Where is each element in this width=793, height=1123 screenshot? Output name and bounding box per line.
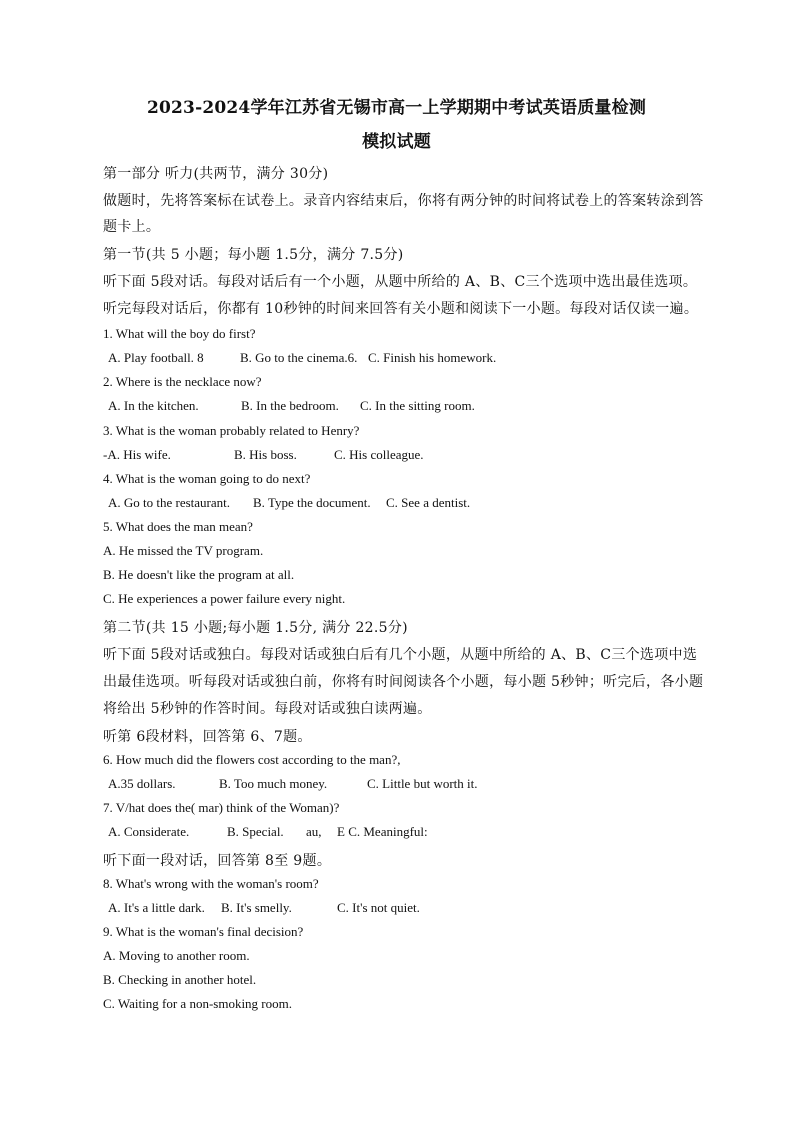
q4-option-b: B. Type the document. (253, 495, 371, 510)
q1-option-a: A. Play football. 8 (108, 350, 204, 365)
q3-option-b: B. His boss. (234, 447, 297, 462)
section1-instruction-1: 听下面 5段对话。每段对话后有一个小题，从题中所给的 A、B、C三个选项中选出最佳选项。 (103, 274, 698, 290)
question-4: 4. What is the woman going to do next? (103, 471, 311, 486)
q2-option-b: B. In the bedroom. (241, 398, 339, 413)
q4-option-a: A. Go to the restaurant. (108, 495, 231, 510)
section2-heading: 第二节(共 15 小题;每小题 1.5分, 满分 22.5分) (103, 620, 408, 636)
q3-option-a: -A. His wife. (103, 447, 171, 462)
q9-option-c: C. Waiting for a non-smoking room. (103, 996, 293, 1011)
material-8-instruction: 听下面一段对话，回答第 8至 9题。 (103, 853, 332, 869)
question-7: 7. V/hat does the( mar) think of the Woman)? (103, 800, 340, 815)
part1-instruction-1: 做题时，先将答案标在试卷上。录音内容结束后，你将有两分钟的时间将试卷上的答案转涂到答 (103, 193, 704, 209)
q6-option-b: B. Too much money. (219, 776, 328, 791)
document-title: 2023-2024学年江苏省无锡市高一上学期期中考试英语质量检测 (146, 98, 647, 118)
question-9: 9. What is the woman's final decision? (103, 924, 304, 939)
q7-option-b: B. Special. (227, 824, 284, 839)
q8-option-a: A. It's a little dark. (108, 900, 205, 915)
section2-instruction-1: 听下面 5段对话或独白。每段对话或独白后有几个小题，从题中所给的 A、B、C三个选项中选 (103, 647, 698, 663)
q7-stray-mark: au, (306, 824, 322, 839)
material-6-instruction: 听第 6段材料，回答第 6、7题。 (103, 729, 312, 745)
q7-option-a: A. Considerate. (108, 824, 190, 839)
q2-option-c: C. In the sitting room. (360, 398, 475, 413)
q8-option-c: C. It's not quiet. (337, 900, 420, 915)
q4-option-c: C. See a dentist. (386, 495, 471, 510)
q1-option-b: B. Go to the cinema.6. (240, 350, 358, 365)
q9-option-a: A. Moving to another room. (103, 948, 250, 963)
q2-option-a: A. In the kitchen. (108, 398, 199, 413)
part1-instruction-2: 题卡上。 (103, 219, 161, 235)
q6-option-c: C. Little but worth it. (367, 776, 478, 791)
section1-heading: 第一节(共 5 小题；每小题 1.5分，满分 7.5分) (103, 247, 404, 263)
question-6: 6. How much did the flowers cost according to the man?, (103, 752, 401, 767)
section2-instruction-3: 将给出 5秒钟的作答时间。每段对话或独白读两遍。 (103, 701, 432, 717)
question-1: 1. What will the boy do first? (103, 326, 256, 341)
section2-instruction-2: 出最佳选项。听每段对话或独白前，你将有时间阅读各个小题，每小题 5秒钟；听完后，各小题 (103, 674, 704, 690)
document-subtitle: 模拟试题 (362, 132, 431, 152)
q5-option-b: B. He doesn't like the program at all. (103, 567, 295, 582)
question-5: 5. What does the man mean? (103, 519, 253, 534)
part1-heading: 第一部分 听力(共两节，满分 30分) (103, 166, 329, 182)
q6-option-a: A.35 dollars. (108, 776, 176, 791)
q3-option-c: C. His colleague. (334, 447, 424, 462)
q7-option-c: E C. Meaningful: (337, 824, 428, 839)
question-3: 3. What is the woman probably related to Henry? (103, 423, 360, 438)
q5-option-c: C. He experiences a power failure every night. (103, 591, 346, 606)
question-8: 8. What's wrong with the woman's room? (103, 876, 319, 891)
question-2: 2. Where is the necklace now? (103, 374, 262, 389)
q9-option-b: B. Checking in another hotel. (103, 972, 257, 987)
section1-instruction-2: 听完每段对话后，你都有 10秒钟的时间来回答有关小题和阅读下一小题。每段对话仅读一遍。 (103, 301, 699, 317)
q8-option-b: B. It's smelly. (221, 900, 292, 915)
q5-option-a: A. He missed the TV program. (103, 543, 264, 558)
q1-option-c: C. Finish his homework. (368, 350, 497, 365)
